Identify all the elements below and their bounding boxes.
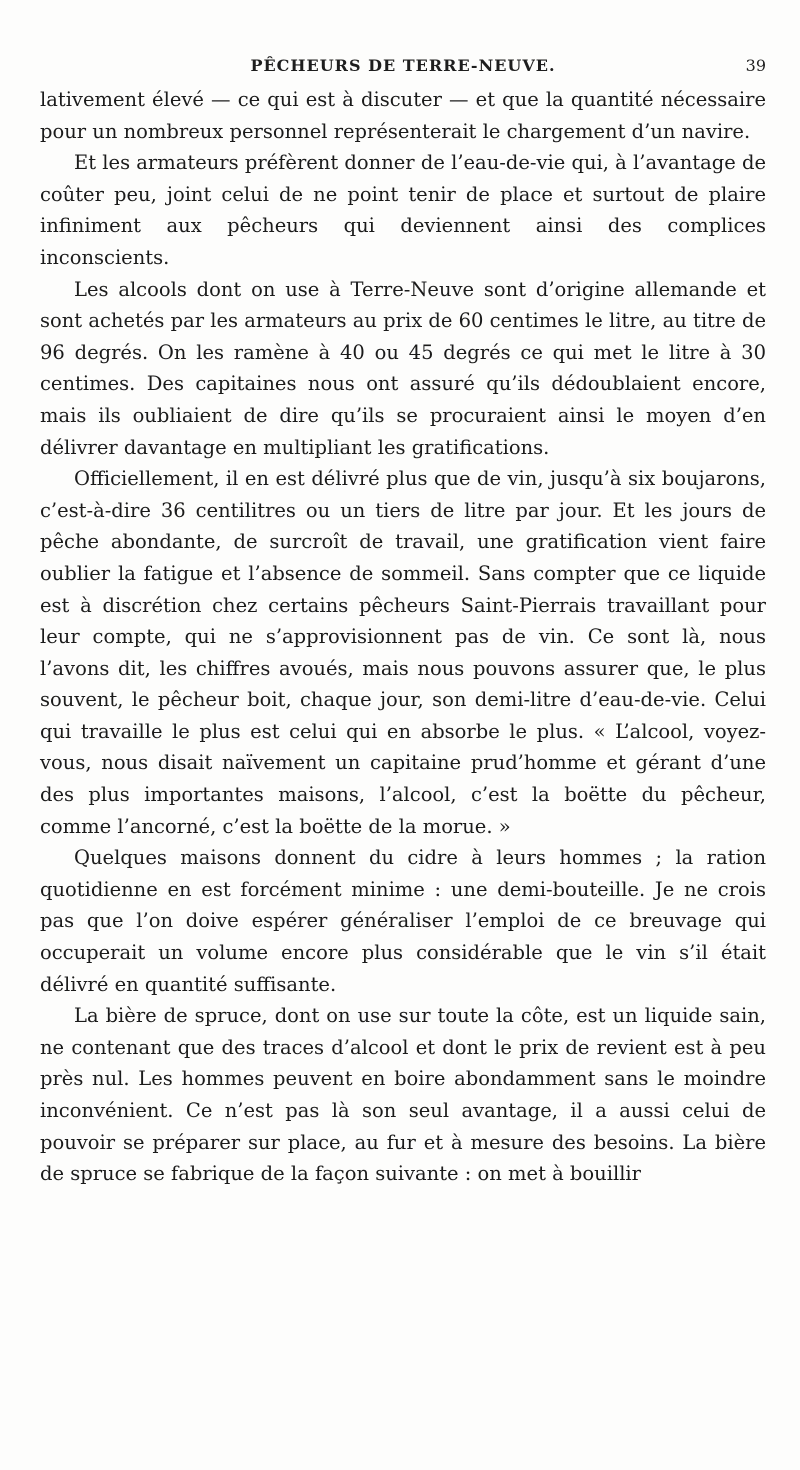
page-header (40, 56, 766, 82)
paragraph-alcools: Les alcools dont on use à Terre-Neuve sont d’origine allemande et sont achetés par les armateurs au prix de 60 centimes le litre, au titre de 96 degrés. On les ramène à 40 ou 45 degrés ce qui met le litre à 30 centimes. Des capitaines nous ont assuré qu’ils dédoublaient encore, mais ils oubliaient de dire qu’ils se procuraient ainsi le moyen d’en délivrer davantage en multipliant les gratifications. (40, 277, 766, 459)
paragraph-continued: lativement élevé — ce qui est à discuter — et que la quantité nécessaire pour un nombreux personnel représenterait le chargement d’un navire. (40, 88, 766, 143)
paragraph-biere-de-spruce: La bière de spruce, dont on use sur toute la côte, est un liquide sain, ne contenant que des traces d’alcool et dont le prix de revient est à peu près nul. Les hommes peuvent en boire abondamment sans le moindre inconvénient. Ce n’est pas là son seul avantage, il a aussi celui de pouvoir se préparer sur place, au fur et à mesure des besoins. La bière de spruce se fabrique de la façon suivante : on met à bouillir (40, 1004, 766, 1186)
paragraph-officiellement: Officiellement, il en est délivré plus que de vin, jusqu’à six boujarons, c’est-à-dire 36 centilitres ou un tiers de litre par jour. Et les jours de pêche abondante, de surcroît de travail, une gratification vient faire oublier la fatigue et l’absence de sommeil. Sans compter que ce liquide est à discrétion chez certains pêcheurs Saint-Pierrais travaillant pour leur compte, qui ne s’approvisionnent pas de vin. Ce sont là, nous l’avons dit, les chiffres avoués, mais nous pouvons assurer que, le plus souvent, le pêcheur boit, chaque jour, son demi-litre d’eau-de-vie. Celui qui travaille le plus est celui qui en absorbe le plus. « L’alcool, voyez-vous, nous disait naïvement un capitaine prud’homme et gérant d’une des plus importantes maisons, l’alcool, c’est la boëtte du pêcheur, comme l’ancorné, c’est la boëtte de la morue. » (40, 467, 766, 838)
paragraph-cidre: Quelques maisons donnent du cidre à leurs hommes ; la ration quotidienne en est forcément minime : une demi-bouteille. Je ne crois pas que l’on doive espérer généraliser l’emploi de ce breuvage qui occuperait un volume encore plus considérable que le vin s’il était délivré en quantité suffisante. (40, 846, 766, 996)
page-number: 39 (745, 56, 766, 75)
paragraph-armateurs: Et les armateurs préfèrent donner de l’eau-de-vie qui, à l’avantage de coûter peu, joint celui de ne point tenir de place et surtout de plaire infiniment aux pêcheurs qui deviennent ainsi des complices inconscients. (40, 151, 766, 269)
running-title: PÊCHEURS DE TERRE-NEUVE. (250, 56, 556, 75)
body-text (40, 84, 766, 1190)
